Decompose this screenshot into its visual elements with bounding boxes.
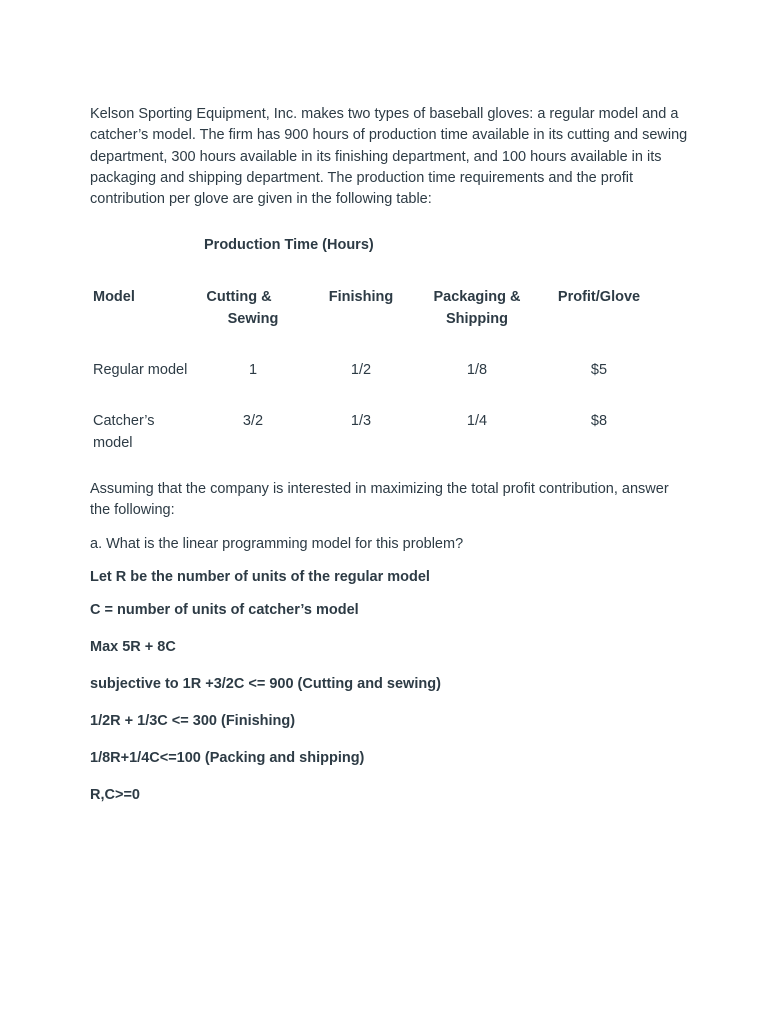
- row-model-label-line2: model: [93, 434, 133, 451]
- production-table: [90, 287, 690, 457]
- header-cutting-line2: Sewing: [227, 310, 279, 327]
- answer-constraint-packing: 1/8R+1/4C<=100 (Packing and shipping): [90, 750, 365, 766]
- header-cutting-sewing: [193, 287, 313, 330]
- header-profit-glove: Profit/Glove: [557, 289, 641, 305]
- header-packaging-shipping: [412, 287, 542, 330]
- row-catcher-cutting: 3/2: [242, 413, 264, 429]
- header-packaging-line2: Shipping: [445, 310, 508, 327]
- row-catcher-profit: $8: [590, 413, 608, 429]
- row-regular-finishing: 1/2: [350, 362, 372, 378]
- row-catcher-finishing: 1/3: [350, 413, 372, 429]
- row-regular-packaging: 1/8: [466, 362, 488, 378]
- answer-nonnegativity: R,C>=0: [90, 787, 140, 803]
- question-a: a. What is the linear programming model for this problem?: [90, 536, 464, 552]
- header-packaging-line1: Packaging &: [433, 289, 521, 305]
- row-model-label: Regular model: [93, 362, 188, 378]
- row-model-label-line1: Catcher’s: [93, 413, 155, 429]
- assumption-paragraph: Assuming that the company is interested in maximizing the total profit contribution, answer the following:: [90, 481, 669, 519]
- row-catcher-model: [93, 411, 193, 454]
- header-finishing: Finishing: [328, 289, 394, 305]
- answer-constraint-cutting: subjective to 1R +3/2C <= 900 (Cutting and sewing): [90, 676, 441, 692]
- intro-paragraph: Kelson Sporting Equipment, Inc. makes two types of baseball gloves: a regular model and a catcher’s model. The firm has 900 hours of production time available in its cutting and sewing department, 300 hours available in its finishing department, and 100 hours available in its packaging and shipping department. The production time requirements and the profit contribution per glove are given in the following table:: [90, 106, 688, 208]
- answer-constraint-finishing: 1/2R + 1/3C <= 300 (Finishing): [90, 713, 296, 729]
- row-regular-profit: $5: [590, 362, 608, 378]
- header-cutting-line1: Cutting &: [206, 289, 272, 305]
- row-catcher-packaging: 1/4: [466, 413, 488, 429]
- header-model: Model: [93, 289, 135, 305]
- answer-let-c: C = number of units of catcher’s model: [90, 602, 359, 618]
- table-title: Production Time (Hours): [204, 237, 374, 253]
- answer-objective: Max 5R + 8C: [90, 639, 176, 655]
- row-regular-cutting: 1: [248, 362, 258, 378]
- answer-let-r: Let R be the number of units of the regular model: [90, 569, 430, 585]
- document-page: [90, 104, 690, 803]
